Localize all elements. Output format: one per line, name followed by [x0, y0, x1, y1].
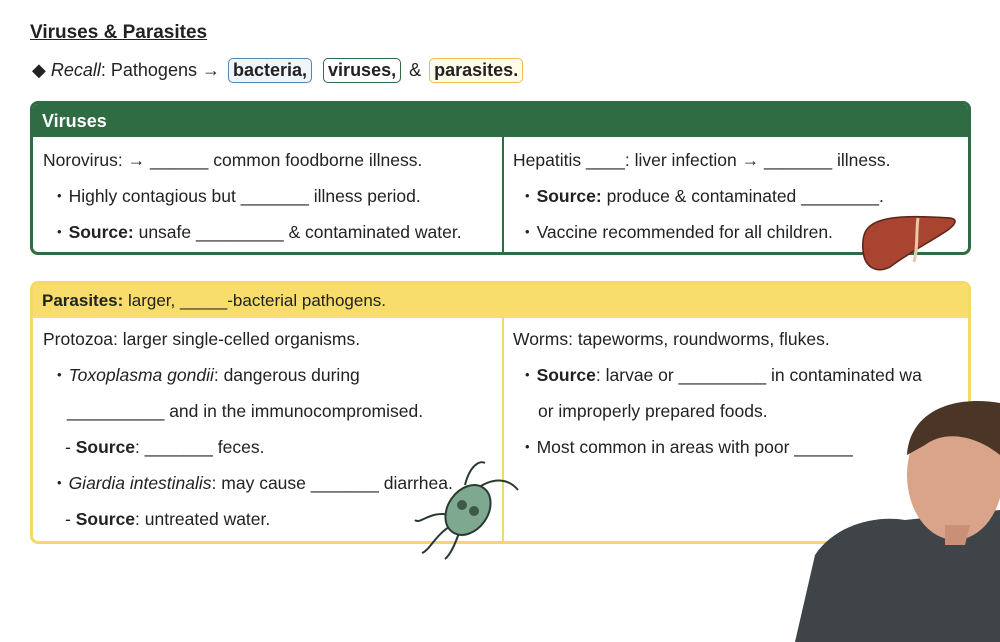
- giardia-source-line: - Source: untreated water.: [65, 509, 271, 529]
- viruses-box: [30, 101, 971, 255]
- hepatitis-line: Hepatitis ____: liver infection → _______ illness.: [513, 150, 891, 170]
- norovirus-line: Norovirus: → ______ common foodborne illness.: [43, 150, 423, 170]
- parasites-header: Parasites: larger, _____-bacterial pathogens.: [33, 284, 968, 318]
- tag-bacteria: bacteria,: [228, 58, 312, 83]
- toxo-source-line: - Source: _______ feces.: [65, 437, 265, 457]
- recall-line: [32, 58, 526, 83]
- viruses-header: Viruses: [33, 104, 968, 137]
- worm-source-line-2: or improperly prepared foods.: [538, 401, 768, 421]
- recall-label: Recall: [50, 60, 101, 80]
- worm-source-line: • Source: larvae or _________ in contaminated wa: [525, 365, 922, 386]
- presenter-video: [795, 395, 1000, 642]
- ampersand: &: [409, 60, 422, 80]
- tag-viruses: viruses,: [323, 58, 401, 83]
- giardia-icon: [410, 455, 525, 560]
- giardia-line: • Giardia intestinalis: may cause _______ diarrhea.: [57, 473, 453, 494]
- divider: [502, 137, 504, 252]
- protozoa-line: Protozoa: larger single-celled organisms.: [43, 329, 361, 349]
- page-title: Viruses & Parasites: [30, 22, 208, 43]
- liver-icon: [860, 212, 960, 274]
- hep-source-line: • Source: produce & contaminated ________.: [525, 186, 884, 207]
- noro-source-line: • Source: unsafe _________ & contaminated water.: [57, 222, 462, 243]
- toxoplasma-line: • Toxoplasma gondii: dangerous during: [57, 365, 360, 386]
- tag-parasites: parasites.: [429, 58, 523, 83]
- toxoplasma-line-2: __________ and in the immunocompromised.: [67, 401, 424, 421]
- poor-areas-line: • Most common in areas with poor ______: [525, 437, 853, 458]
- worms-line: Worms: tapeworms, roundworms, flukes.: [513, 329, 830, 349]
- diamond-icon: ◆: [32, 60, 46, 80]
- vaccine-line: • Vaccine recommended for all children.: [525, 222, 833, 243]
- recall-text: : Pathogens →: [100, 60, 220, 80]
- contagious-line: • Highly contagious but _______ illness period.: [57, 186, 421, 207]
